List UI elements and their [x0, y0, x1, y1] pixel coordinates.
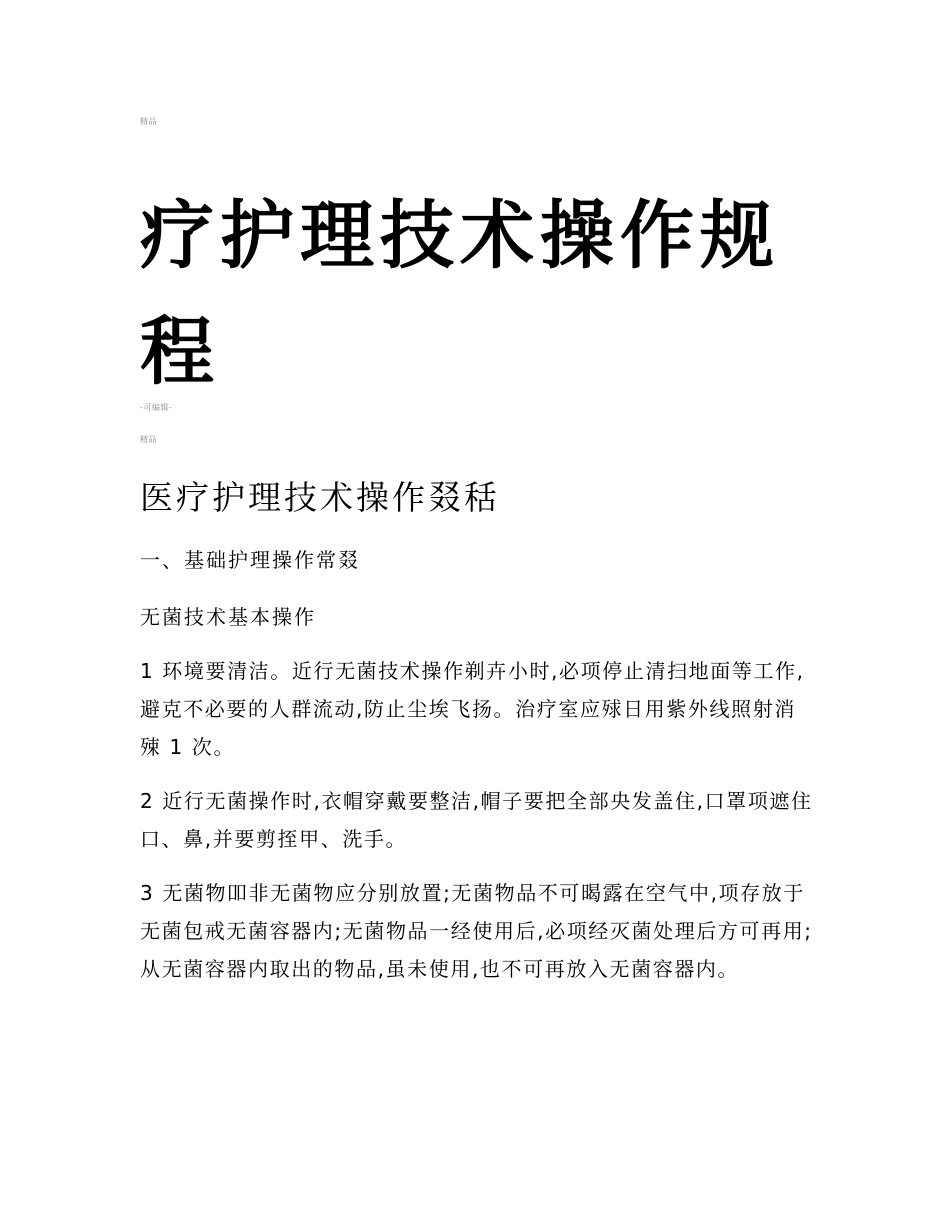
subsection-heading: 无菌技术基本操作 [140, 605, 316, 629]
paragraph-2: 2 近行无菌操作时,衣帽穿戴要整洁,帽子要把全部央发盖住,口罩项遮住口、鼻,并要剪挃甲、洗手。 [140, 789, 813, 851]
editable-mark: -可编辑- [140, 403, 173, 412]
header-mark-second: 精品 [140, 435, 157, 444]
document-subtitle: 医疗护理技术操作叕秳 [140, 478, 500, 517]
document-title: 疗护理技术操作规程 [140, 193, 780, 395]
paragraph-1: 1 环境要清洁。近行无菌技术操作剃卉小时,必项停止清扫地面等工作,避克不必要的人群流动,防止尘埃飞扬。治疗室应殏日用紫外线照射消殐 1 次。 [140, 659, 805, 759]
section-heading: 一、基础护理操作常叕 [140, 548, 360, 572]
paragraph-3: 3 无菌物吅非无菌物应分别放置;无菌物品不可暍露在空气中,项存放于无菌包戒无菌容器内;无菌物品一经使用后,必项经灭菌处理后方可再用;从无菌容器内取出的物品,虽未使用,也不可再放入无菌容器内。 [140, 881, 813, 981]
header-mark-top: 精品 [140, 117, 157, 126]
